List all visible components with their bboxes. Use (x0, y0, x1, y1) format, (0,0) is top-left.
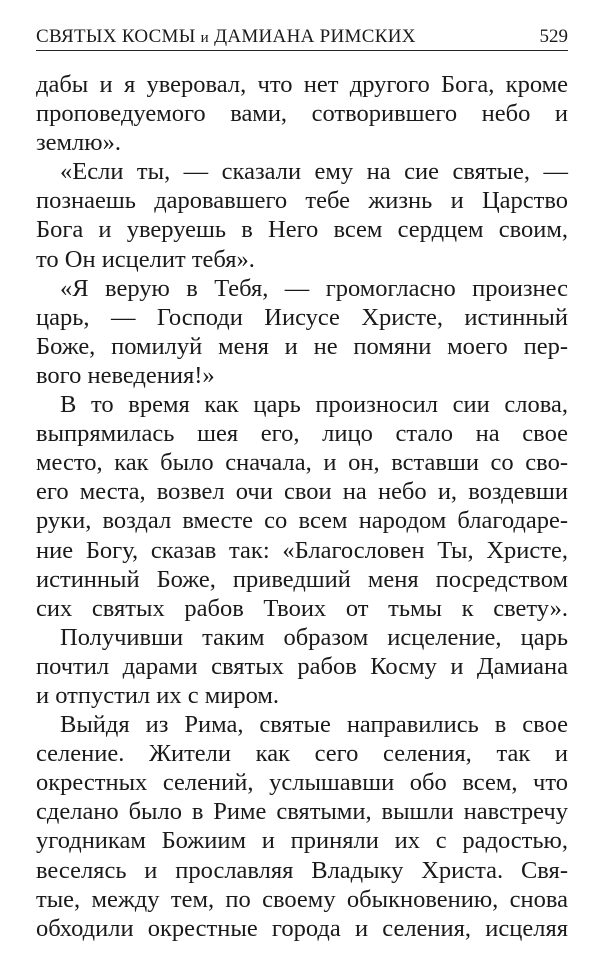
text-line: селение. Жители как сего селения, так и (36, 740, 568, 768)
text-line: истинный Боже, приведший меня посредством (36, 565, 568, 593)
running-header (36, 26, 568, 51)
running-title-part2: ДАМИАНА РИМСКИХ (214, 26, 416, 47)
text-line: В то время как царь произносил сии слова, (60, 391, 568, 419)
text-line: окрестных селений, услышавши обо всем, что (36, 769, 568, 797)
text-line: вого неведения!» (36, 361, 215, 389)
page-number: 529 (539, 26, 568, 47)
running-title-part1: СВЯТЫХ КОСМЫ (36, 26, 196, 47)
text-line: то Он исцелит тебя». (36, 245, 255, 273)
text-line: Выйдя из Рима, святые направились в свое (60, 711, 568, 739)
text-line: землю». (36, 129, 121, 157)
running-title (36, 26, 416, 49)
text-line: «Я верую в Тебя, — громогласно произнес (60, 274, 568, 302)
text-line: ние Богу, сказав так: «Благословен Ты, Христе, (36, 536, 568, 564)
text-line: выпрямилась шея его, лицо стало на свое (36, 420, 568, 448)
text-line: обходили окрестные города и селения, исцеляя (36, 914, 568, 942)
text-line: место, как было сначала, и он, вставши со сво- (36, 449, 568, 477)
running-title-conjunction: и (200, 30, 209, 46)
text-line: Получивши таким образом исцеление, царь (60, 623, 568, 651)
text-line: «Если ты, — сказали ему на сие святые, — (60, 158, 568, 186)
text-line: тые, между тем, по своему обыкновению, снова (36, 885, 568, 913)
text-line: сделано было в Риме святыми, вышли навстречу (36, 798, 568, 826)
text-line: Бога и уверуешь в Него всем сердцем своим, (36, 216, 568, 244)
text-line: веселясь и прославляя Владыку Христа. Свя- (36, 856, 568, 884)
text-line: и отпустил их с миром. (36, 681, 280, 709)
text-line: дабы и я уверовал, что нет другого Бога, кроме (36, 71, 568, 98)
text-line: его места, возвел очи свои на небо и, воздевши (36, 478, 568, 506)
text-line: царь, — Господи Иисусе Христе, истинный (36, 303, 568, 331)
text-line: руки, воздал вместе со всем народом благодаре- (36, 507, 568, 535)
text-line: Боже, помилуй меня и не помяни моего пер- (36, 332, 568, 360)
text-line: проповедуемого вами, сотворившего небо и (36, 100, 568, 128)
text-line: сих святых рабов Твоих от тьмы к свету». (36, 594, 568, 622)
text-line: познаешь даровавшего тебе жизнь и Царство (36, 187, 568, 215)
text-line: почтил дарами святых рабов Косму и Дамиана (36, 652, 568, 680)
body-text (36, 70, 568, 943)
text-line: угодникам Божиим и приняли их с радостью, (36, 827, 568, 855)
